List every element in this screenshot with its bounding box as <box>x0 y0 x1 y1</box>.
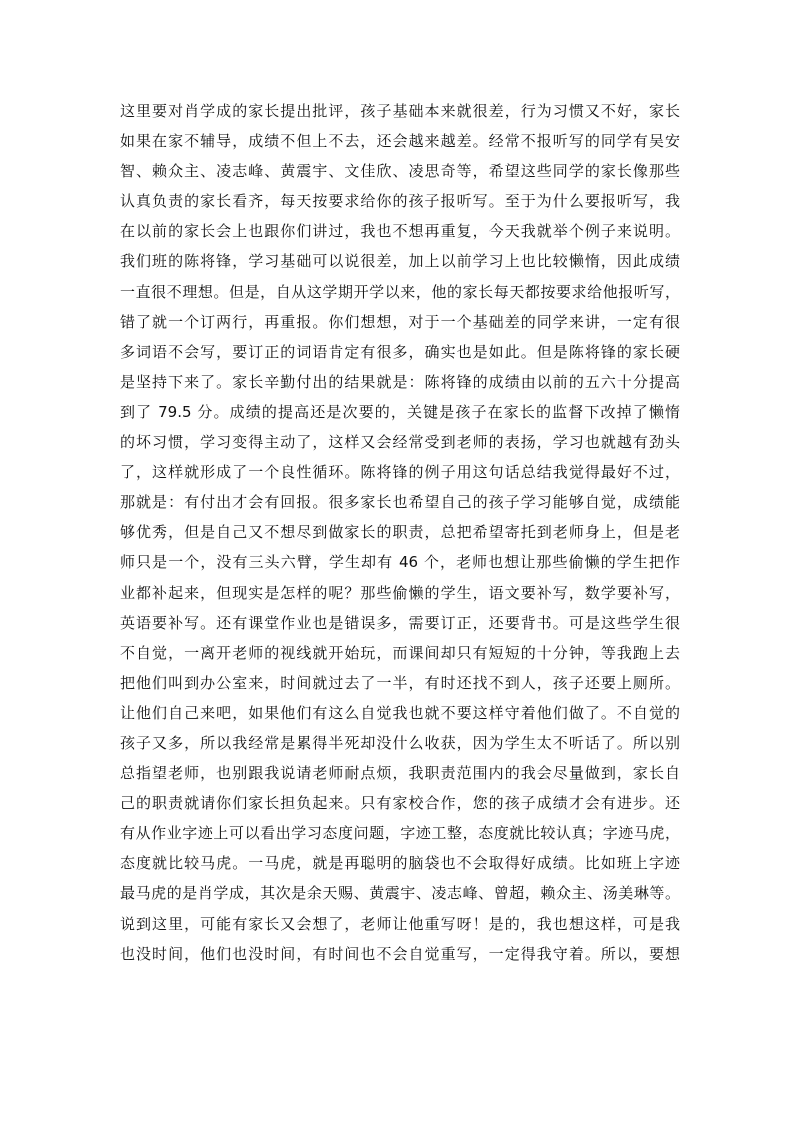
text-line: 在以前的家长会上也跟你们讲过，我也不想再重复，今天我就举个例子来说明。 <box>120 222 680 241</box>
text-line: 的坏习惯，学习变得主动了，这样又会经常受到老师的表扬，学习也就越有劲头 <box>120 433 680 452</box>
text-line: 那就是：有付出才会有回报。很多家长也希望自己的孩子学习能够自觉，成绩能 <box>120 493 680 512</box>
text-line: 业都补起来，但现实是怎样的呢？那些偷懒的学生，语文要补写，数学要补写， <box>120 583 680 602</box>
text-line: 错了就一个订两行，再重报。你们想想，对于一个基础差的同学来讲，一定有很 <box>120 312 680 331</box>
text-line: 让他们自己来吧，如果他们有这么自觉我也就不要这样守着他们做了。不自觉的 <box>120 703 680 722</box>
text-line: 英语要补写。还有课堂作业也是错误多，需要订正，还要背书。可是这些学生很 <box>120 613 680 632</box>
text-line: 最马虎的是肖学成，其次是余天赐、黄震宇、凌志峰、曾超，赖众主、汤美琳等。 <box>120 884 680 903</box>
text-line: 己的职责就请你们家长担负起来。只有家校合作，您的孩子成绩才会有进步。还 <box>120 794 680 813</box>
text-line: 说到这里，可能有家长又会想了，老师让他重写呀！是的，我也想这样，可是我 <box>120 914 680 933</box>
text-line: 如果在家不辅导，成绩不但上不去，还会越来越差。经常不报听写的同学有吴安 <box>120 132 680 151</box>
body-text <box>120 96 680 969</box>
text-line: 一直很不理想。但是，自从这学期开学以来，他的家长每天都按要求给他报听写， <box>120 282 680 301</box>
text-line: 够优秀，但是自己又不想尽到做家长的职责，总把希望寄托到老师身上，但是老 <box>120 523 680 542</box>
text-line: 有从作业字迹上可以看出学习态度问题，字迹工整，态度就比较认真；字迹马虎， <box>120 824 680 843</box>
text-line: 了，这样就形成了一个良性循环。陈将锋的例子用这句话总结我觉得最好不过， <box>120 463 680 482</box>
text-line: 多词语不会写，要订正的词语肯定有很多，确实也是如此。但是陈将锋的家长硬 <box>120 342 680 361</box>
text-line: 这里要对肖学成的家长提出批评，孩子基础本来就很差，行为习惯又不好，家长 <box>120 102 680 120</box>
text-line: 孩子又多，所以我经常是累得半死却没什么收获，因为学生太不听话了。所以别 <box>120 733 680 752</box>
text-line: 智、赖众主、凌志峰、黄震宇、文佳欣、凌思奇等，希望这些同学的家长像那些 <box>120 162 680 181</box>
text-line: 总指望老师，也别跟我说请老师耐点烦，我职责范围内的我会尽量做到，家长自 <box>120 764 680 783</box>
text-line: 也没时间，他们也没时间，有时间也不会自觉重写，一定得我守着。所以，要想 <box>120 944 680 963</box>
text-line: 态度就比较马虎。一马虎，就是再聪明的脑袋也不会取得好成绩。比如班上字迹 <box>120 854 680 873</box>
text-line: 是坚持下来了。家长辛勤付出的结果就是：陈将锋的成绩由以前的五六十分提高 <box>120 372 680 391</box>
text-line: 我们班的陈将锋，学习基础可以说很差，加上以前学习上也比较懒惰，因此成绩 <box>120 252 680 271</box>
text-line: 到了 79.5 分。成绩的提高还是次要的，关键是孩子在家长的监督下改掉了懒惰 <box>120 402 680 421</box>
text-line: 不自觉，一离开老师的视线就开始玩，而课间却只有短短的十分钟，等我跑上去 <box>120 643 680 662</box>
text-line: 把他们叫到办公室来，时间就过去了一半，有时还找不到人，孩子还要上厕所。 <box>120 673 680 692</box>
text-line: 师只是一个，没有三头六臂，学生却有 46 个，老师也想让那些偷懒的学生把作 <box>120 553 680 572</box>
text-line: 认真负责的家长看齐，每天按要求给你的孩子报听写。至于为什么要报听写，我 <box>120 192 680 211</box>
